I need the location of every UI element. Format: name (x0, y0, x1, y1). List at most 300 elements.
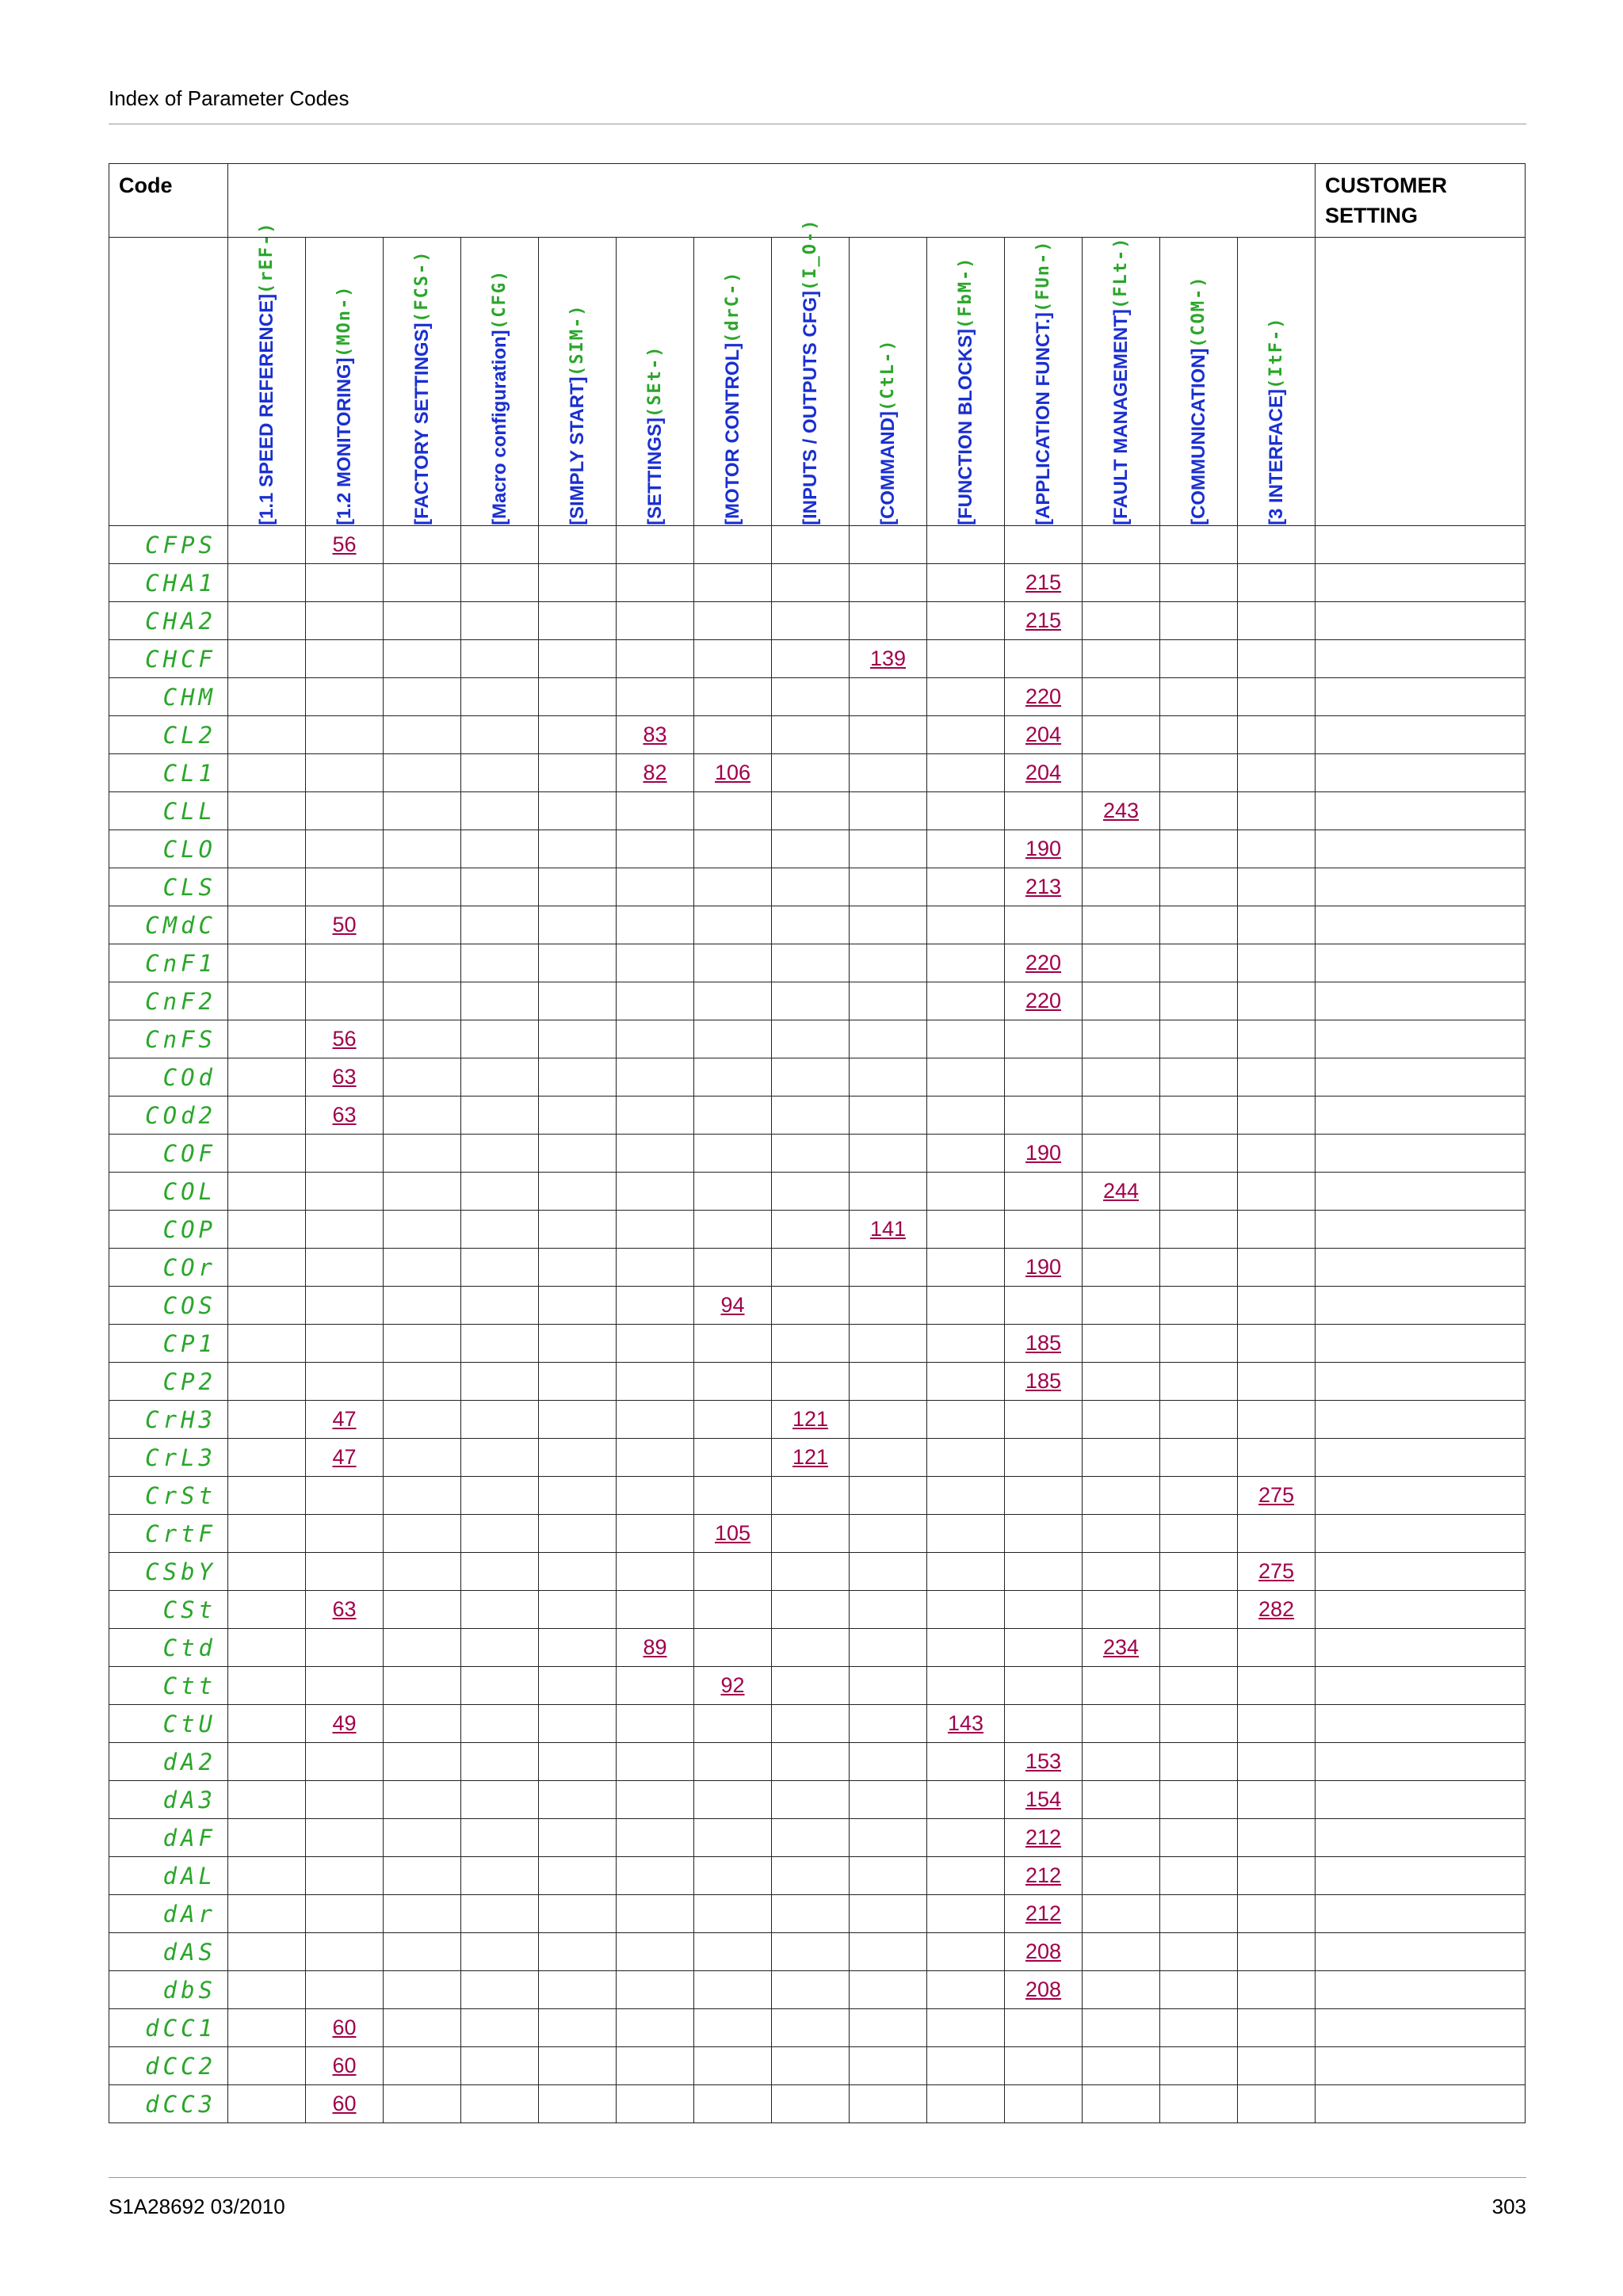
empty-cell (228, 830, 306, 868)
parameter-code: CLO (109, 830, 228, 868)
empty-cell (539, 640, 617, 678)
empty-cell (306, 640, 384, 678)
page-reference-link[interactable]: 190 (1025, 837, 1062, 860)
empty-cell (694, 1020, 772, 1058)
page-reference-link[interactable]: 92 (720, 1673, 745, 1697)
empty-cell (772, 1173, 850, 1211)
section-title: [COMMAND] (876, 411, 899, 525)
page-ref-cell (1005, 1933, 1083, 1971)
table-row (109, 944, 1526, 982)
section-code: (CtL-) (877, 338, 898, 412)
empty-cell (228, 678, 306, 716)
table-row (109, 564, 1526, 602)
empty-cell (539, 1857, 617, 1895)
empty-cell (384, 1401, 461, 1439)
empty-cell (772, 1781, 850, 1819)
empty-cell (384, 1173, 461, 1211)
section-title: [COMMUNICATION] (1187, 348, 1209, 525)
section-column-header (228, 221, 306, 526)
empty-cell (1083, 716, 1160, 754)
empty-cell (850, 1553, 927, 1591)
section-title: [MOTOR CONTROL] (721, 342, 743, 525)
empty-cell (927, 1097, 1005, 1135)
empty-cell (1160, 830, 1238, 868)
empty-cell (850, 564, 927, 602)
customer-setting-cell (1316, 564, 1526, 602)
customer-setting-cell (1316, 2009, 1526, 2047)
table-row (109, 1629, 1526, 1667)
section-code: (SIM-) (567, 303, 587, 377)
empty-cell (306, 944, 384, 982)
empty-cell (1083, 1020, 1160, 1058)
empty-cell (384, 906, 461, 944)
empty-cell (306, 1363, 384, 1401)
customer-setting-cell (1316, 1173, 1526, 1211)
page-reference-link[interactable]: 47 (332, 1445, 357, 1469)
sections-header-blank (228, 164, 1316, 238)
section-code: (rEF-) (256, 221, 277, 294)
parameter-code: COS (109, 1287, 228, 1325)
empty-cell (617, 564, 694, 602)
page-reference-link[interactable]: 106 (714, 761, 751, 784)
table-row (109, 1211, 1526, 1249)
page-reference-link[interactable]: 234 (1102, 1635, 1140, 1659)
customer-setting-cell (1316, 792, 1526, 830)
empty-cell (1083, 1249, 1160, 1287)
page-reference-link[interactable]: 63 (332, 1065, 357, 1089)
empty-cell (539, 1553, 617, 1591)
empty-cell (1160, 1667, 1238, 1705)
page-reference-link[interactable]: 141 (869, 1217, 907, 1241)
page-reference-link[interactable]: 63 (332, 1103, 357, 1127)
empty-cell (694, 1439, 772, 1477)
empty-cell (927, 2085, 1005, 2123)
empty-cell (228, 1439, 306, 1477)
empty-cell (617, 906, 694, 944)
empty-cell (1083, 1781, 1160, 1819)
page-reference-link[interactable]: 83 (643, 723, 667, 746)
empty-cell (1005, 906, 1083, 944)
page-reference-link[interactable]: 212 (1025, 1901, 1062, 1925)
page-reference-link[interactable]: 212 (1025, 1825, 1062, 1849)
parameter-code: CnF2 (109, 982, 228, 1020)
page-reference-link[interactable]: 185 (1025, 1331, 1062, 1355)
empty-cell (617, 1553, 694, 1591)
parameter-code: CrL3 (109, 1439, 228, 1477)
page-reference-link[interactable]: 190 (1025, 1255, 1062, 1279)
customer-setting-cell (1316, 1515, 1526, 1553)
parameter-code: CMdC (109, 906, 228, 944)
section-column-header (694, 238, 772, 526)
empty-cell (306, 1553, 384, 1591)
empty-cell (384, 716, 461, 754)
page-reference-link[interactable]: 50 (332, 913, 357, 936)
empty-cell (694, 1857, 772, 1895)
empty-cell (1238, 526, 1316, 564)
empty-cell (228, 944, 306, 982)
table-row (109, 1020, 1526, 1058)
empty-cell (694, 830, 772, 868)
empty-cell (850, 716, 927, 754)
empty-cell (461, 1135, 539, 1173)
empty-cell (228, 1781, 306, 1819)
empty-cell (927, 830, 1005, 868)
empty-cell (1160, 1363, 1238, 1401)
section-code: (I_O-) (800, 218, 820, 291)
empty-cell (384, 1819, 461, 1857)
table-row (109, 2009, 1526, 2047)
empty-cell (694, 1211, 772, 1249)
section-code: (SEt-) (644, 345, 665, 418)
parameter-code: dA2 (109, 1743, 228, 1781)
page-reference-link[interactable]: 204 (1025, 761, 1062, 784)
parameter-code: COd2 (109, 1097, 228, 1135)
empty-cell (850, 1097, 927, 1135)
empty-cell (1238, 868, 1316, 906)
empty-cell (1005, 2047, 1083, 2085)
empty-cell (850, 678, 927, 716)
empty-cell (1083, 526, 1160, 564)
empty-cell (461, 2009, 539, 2047)
page-reference-link[interactable]: 154 (1025, 1787, 1062, 1811)
empty-cell (461, 944, 539, 982)
page-reference-link[interactable]: 208 (1025, 1978, 1062, 2001)
empty-cell (772, 640, 850, 678)
page-reference-link[interactable]: 244 (1102, 1179, 1140, 1203)
section-code: (MOn-) (334, 284, 354, 358)
empty-cell (694, 982, 772, 1020)
empty-cell (694, 678, 772, 716)
empty-cell (1083, 1363, 1160, 1401)
empty-cell (461, 1020, 539, 1058)
empty-cell (539, 716, 617, 754)
empty-cell (539, 2009, 617, 2047)
customer-setting-cell (1316, 868, 1526, 906)
page-reference-link[interactable]: 208 (1025, 1939, 1062, 1963)
empty-cell (1160, 868, 1238, 906)
empty-cell (850, 792, 927, 830)
empty-cell (539, 1287, 617, 1325)
page-reference-link[interactable]: 105 (714, 1521, 751, 1545)
empty-cell (539, 830, 617, 868)
page-reference-link[interactable]: 204 (1025, 723, 1062, 746)
page-reference-link[interactable]: 60 (332, 2092, 357, 2115)
empty-cell (461, 1211, 539, 1249)
code-column-header-blank (109, 238, 228, 526)
empty-cell (306, 982, 384, 1020)
empty-cell (461, 1933, 539, 1971)
empty-cell (306, 830, 384, 868)
page-reference-link[interactable]: 63 (332, 1597, 357, 1621)
empty-cell (1005, 1515, 1083, 1553)
parameter-code: CFPS (109, 526, 228, 564)
page-reference-link[interactable]: 60 (332, 2054, 357, 2077)
customer-setting-cell (1316, 1857, 1526, 1895)
empty-cell (850, 526, 927, 564)
empty-cell (772, 792, 850, 830)
table-row (109, 1249, 1526, 1287)
empty-cell (1238, 1743, 1316, 1781)
table-row (109, 716, 1526, 754)
empty-cell (772, 1287, 850, 1325)
empty-cell (1005, 1705, 1083, 1743)
empty-cell (228, 1097, 306, 1135)
page-reference-link[interactable]: 94 (720, 1293, 745, 1317)
page-reference-link[interactable]: 185 (1025, 1369, 1062, 1393)
empty-cell (1160, 2047, 1238, 2085)
page-reference-link[interactable]: 215 (1025, 570, 1062, 594)
empty-cell (1160, 1135, 1238, 1173)
empty-cell (228, 1249, 306, 1287)
page-ref-cell (1005, 1249, 1083, 1287)
empty-cell (694, 1325, 772, 1363)
empty-cell (772, 982, 850, 1020)
table-row (109, 754, 1526, 792)
empty-cell (384, 1933, 461, 1971)
page-reference-link[interactable]: 243 (1102, 799, 1140, 822)
table-row (109, 2085, 1526, 2123)
page-reference-link[interactable]: 82 (643, 761, 667, 784)
page-ref-cell (1005, 602, 1083, 640)
page-ref-cell (306, 1058, 384, 1097)
empty-cell (384, 1020, 461, 1058)
page-reference-link[interactable]: 153 (1025, 1749, 1062, 1773)
empty-cell (772, 716, 850, 754)
empty-cell (306, 792, 384, 830)
page-ref-cell (1005, 1895, 1083, 1933)
page-reference-link[interactable]: 282 (1258, 1597, 1295, 1621)
empty-cell (228, 1477, 306, 1515)
empty-cell (1083, 640, 1160, 678)
section-title: [SETTINGS] (643, 418, 666, 525)
empty-cell (1160, 1553, 1238, 1591)
empty-cell (228, 868, 306, 906)
empty-cell (694, 1249, 772, 1287)
empty-cell (1005, 1591, 1083, 1629)
empty-cell (1160, 1287, 1238, 1325)
empty-cell (461, 2047, 539, 2085)
empty-cell (927, 1287, 1005, 1325)
page-reference-link[interactable]: 212 (1025, 1863, 1062, 1887)
empty-cell (1005, 526, 1083, 564)
empty-cell (384, 944, 461, 982)
empty-cell (1160, 1971, 1238, 2009)
empty-cell (1238, 1857, 1316, 1895)
empty-cell (1005, 1097, 1083, 1135)
page-ref-cell (617, 754, 694, 792)
page-ref-cell (1005, 1971, 1083, 2009)
empty-cell (1160, 1401, 1238, 1439)
empty-cell (461, 526, 539, 564)
empty-cell (1238, 1895, 1316, 1933)
page-reference-link[interactable]: 56 (332, 532, 357, 556)
table-row (109, 1553, 1526, 1591)
empty-cell (461, 1325, 539, 1363)
empty-cell (1005, 1667, 1083, 1705)
empty-cell (694, 1401, 772, 1439)
page-reference-link[interactable]: 56 (332, 1027, 357, 1051)
page-reference-link[interactable]: 215 (1025, 608, 1062, 632)
customer-setting-cell (1316, 716, 1526, 754)
empty-cell (694, 1591, 772, 1629)
empty-cell (694, 1097, 772, 1135)
empty-cell (927, 1401, 1005, 1439)
section-code: (drC-) (722, 270, 743, 343)
empty-cell (461, 1591, 539, 1629)
empty-cell (1238, 602, 1316, 640)
empty-cell (1238, 2009, 1316, 2047)
table-row (109, 526, 1526, 564)
page-reference-link[interactable]: 143 (947, 1711, 984, 1735)
empty-cell (306, 678, 384, 716)
empty-cell (617, 1097, 694, 1135)
page-reference-link[interactable]: 220 (1025, 951, 1062, 974)
customer-setting-cell (1316, 1363, 1526, 1401)
empty-cell (1238, 2047, 1316, 2085)
customer-setting-header (1316, 164, 1526, 238)
page-reference-link[interactable]: 89 (643, 1635, 667, 1659)
empty-cell (617, 1857, 694, 1895)
page-ref-cell (1238, 1553, 1316, 1591)
empty-cell (927, 1477, 1005, 1515)
empty-cell (617, 1325, 694, 1363)
empty-cell (927, 678, 1005, 716)
empty-cell (1005, 792, 1083, 830)
empty-cell (461, 716, 539, 754)
page-ref-cell (1005, 1135, 1083, 1173)
empty-cell (927, 792, 1005, 830)
empty-cell (461, 1895, 539, 1933)
table-row (109, 868, 1526, 906)
customer-header-line2: SETTING (1325, 204, 1419, 227)
empty-cell (228, 1971, 306, 2009)
page-reference-link[interactable]: 220 (1025, 685, 1062, 708)
empty-cell (461, 1363, 539, 1401)
page-reference-link[interactable]: 60 (332, 2016, 357, 2039)
empty-cell (850, 1705, 927, 1743)
page-reference-link[interactable]: 49 (332, 1711, 357, 1735)
customer-setting-cell (1316, 944, 1526, 982)
empty-cell (772, 1325, 850, 1363)
page-ref-cell (1083, 1173, 1160, 1211)
empty-cell (772, 1743, 850, 1781)
customer-setting-cell (1316, 830, 1526, 868)
empty-cell (384, 868, 461, 906)
empty-cell (539, 1819, 617, 1857)
empty-cell (617, 1515, 694, 1553)
page-ref-cell (1238, 1591, 1316, 1629)
customer-setting-cell (1316, 1211, 1526, 1249)
table-row (109, 1287, 1526, 1325)
customer-setting-cell (1316, 1971, 1526, 2009)
empty-cell (384, 1211, 461, 1249)
empty-cell (1238, 1971, 1316, 2009)
empty-cell (1160, 640, 1238, 678)
empty-cell (1160, 982, 1238, 1020)
empty-cell (306, 1249, 384, 1287)
empty-cell (1238, 1325, 1316, 1363)
parameter-code: dAF (109, 1819, 228, 1857)
parameter-code: CnF1 (109, 944, 228, 982)
page-reference-link[interactable]: 121 (792, 1445, 829, 1469)
empty-cell (539, 1743, 617, 1781)
customer-setting-cell (1316, 678, 1526, 716)
empty-cell (1160, 1439, 1238, 1477)
page-reference-link[interactable]: 213 (1025, 875, 1062, 898)
page-ref-cell (1005, 1743, 1083, 1781)
empty-cell (1005, 2009, 1083, 2047)
empty-cell (461, 1781, 539, 1819)
empty-cell (539, 526, 617, 564)
page-reference-link[interactable]: 275 (1258, 1483, 1295, 1507)
section-column-header (1160, 238, 1238, 526)
empty-cell (384, 602, 461, 640)
page-reference-link[interactable]: 47 (332, 1407, 357, 1431)
empty-cell (617, 1477, 694, 1515)
empty-cell (1083, 906, 1160, 944)
page-reference-link[interactable]: 139 (869, 646, 907, 670)
empty-cell (850, 868, 927, 906)
table-row (109, 1667, 1526, 1705)
empty-cell (850, 1439, 927, 1477)
page-reference-link[interactable]: 220 (1025, 989, 1062, 1013)
empty-cell (772, 2047, 850, 2085)
parameter-code: CSt (109, 1591, 228, 1629)
table-row (109, 1401, 1526, 1439)
section-column-header (306, 238, 384, 526)
customer-setting-cell (1316, 1058, 1526, 1097)
empty-cell (461, 1249, 539, 1287)
code-header: Code (109, 164, 228, 238)
empty-cell (384, 1325, 461, 1363)
page-ref-cell (306, 1097, 384, 1135)
page-ref-cell (1005, 754, 1083, 792)
empty-cell (772, 1895, 850, 1933)
section-title: [1.2 MONITORING] (333, 357, 355, 525)
empty-cell (617, 1705, 694, 1743)
empty-cell (306, 1933, 384, 1971)
empty-cell (850, 1667, 927, 1705)
page-reference-link[interactable]: 121 (792, 1407, 829, 1431)
empty-cell (1160, 1781, 1238, 1819)
table-row (109, 1857, 1526, 1895)
empty-cell (539, 1173, 617, 1211)
empty-cell (694, 1173, 772, 1211)
customer-setting-cell (1316, 1477, 1526, 1515)
table-row (109, 906, 1526, 944)
empty-cell (228, 1933, 306, 1971)
page-ref-cell (306, 1439, 384, 1477)
empty-cell (1160, 602, 1238, 640)
empty-cell (461, 2085, 539, 2123)
section-column-header (539, 238, 617, 526)
customer-setting-cell (1316, 1020, 1526, 1058)
page-reference-link[interactable]: 275 (1258, 1559, 1295, 1583)
empty-cell (1083, 1401, 1160, 1439)
page-reference-link[interactable]: 190 (1025, 1141, 1062, 1165)
empty-cell (694, 1553, 772, 1591)
empty-cell (228, 1287, 306, 1325)
empty-cell (1160, 1097, 1238, 1135)
empty-cell (461, 602, 539, 640)
empty-cell (1083, 1933, 1160, 1971)
customer-setting-cell (1316, 1553, 1526, 1591)
empty-cell (927, 1249, 1005, 1287)
empty-cell (539, 1249, 617, 1287)
empty-cell (461, 754, 539, 792)
empty-cell (772, 1020, 850, 1058)
empty-cell (1083, 1667, 1160, 1705)
